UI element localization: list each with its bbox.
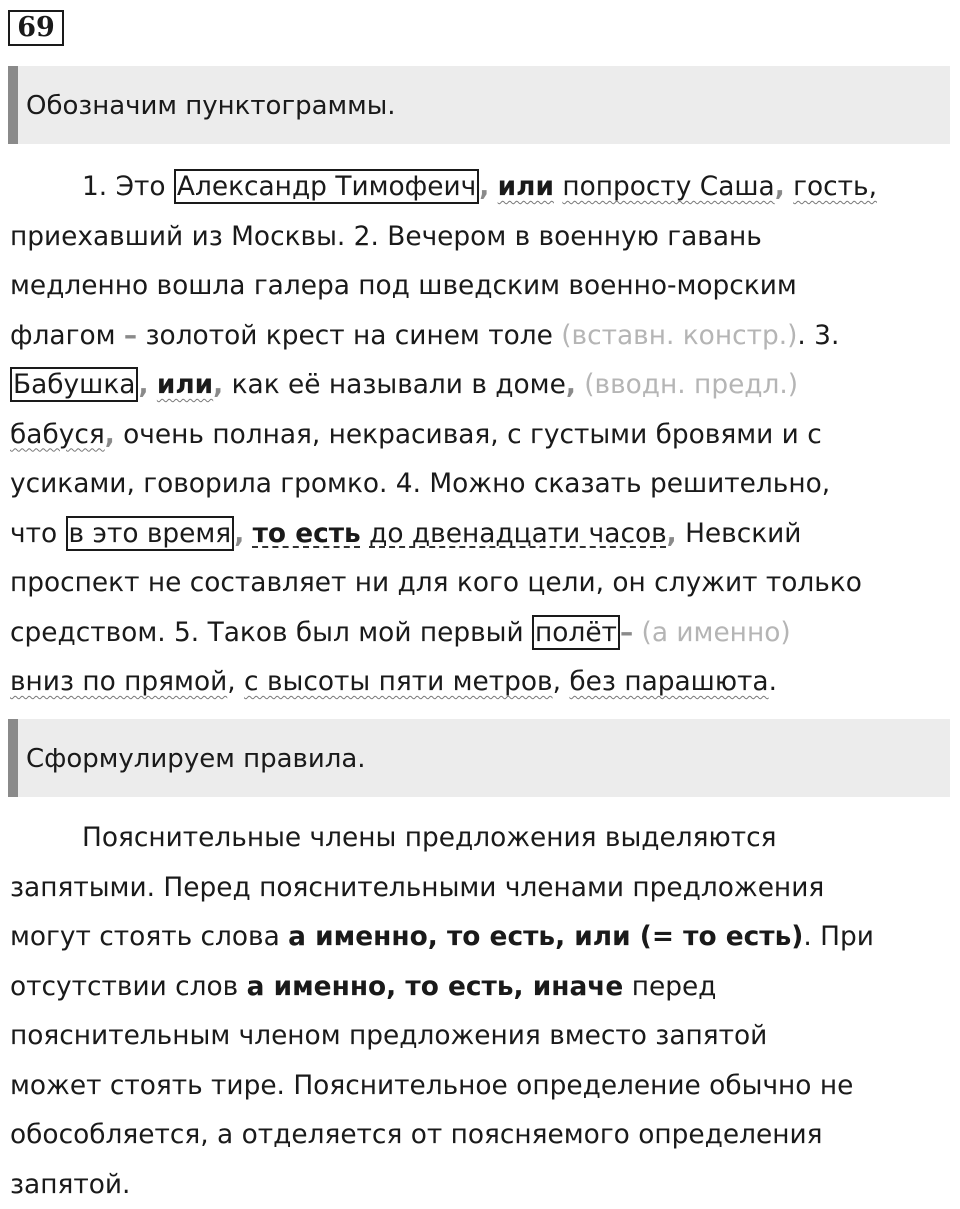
text-line: может стоять тире. Пояснительное определение обычно не: [10, 1061, 945, 1111]
section-heading-rules: Сформулируем правила.: [8, 719, 950, 797]
text-line: усиками, говорила громко. 4. Можно сказать решительно,: [10, 459, 945, 509]
underlined-word: без парашюта: [569, 666, 768, 697]
grammar-note: (вставн. констр.): [561, 320, 797, 351]
text-line: что в это время , то есть до двенадцати часов, Невский: [10, 509, 945, 559]
text-line: пояснительным членом предложения вместо запятой: [10, 1011, 945, 1061]
rule-text: [10, 813, 945, 1209]
underlined-word: с высоты пяти метров: [244, 666, 553, 697]
punctuation-mark: ,: [775, 171, 785, 202]
underlined-word: гость,: [793, 171, 877, 202]
conjunction-to-est: то есть: [253, 518, 361, 549]
punctuation-mark: ,: [213, 369, 223, 400]
text-line: могут стоять слова а именно, то есть, или (= то есть). При: [10, 912, 945, 962]
text-line: флагом – золотой крест на синем толе (вставн. констр.). 3.: [10, 311, 945, 361]
section-heading-punctograms: Обозначим пунктограммы.: [8, 66, 950, 144]
boxed-word: полёт: [532, 615, 620, 650]
text-line: бабуся, очень полная, некрасивая, с густыми бровями и с: [10, 410, 945, 460]
underlined-word: бабуся: [10, 419, 105, 450]
text-line: Пояснительные члены предложения выделяются: [10, 813, 945, 863]
text-line: приехавший из Москвы. 2. Вечером в военную гавань: [10, 212, 945, 262]
grammar-note: (а именно): [642, 617, 791, 648]
boxed-word: Александр Тимофеич: [174, 169, 479, 204]
punctuation-mark: ,: [138, 369, 148, 400]
dash-mark: –: [620, 617, 633, 648]
dash-mark: –: [124, 320, 137, 351]
conjunction-ili: или: [157, 369, 213, 400]
punctuation-mark: ,: [667, 518, 677, 549]
text-line: средством. 5. Таков был мой первый полёт – (а именно): [10, 608, 945, 658]
punctuation-mark: ,: [105, 419, 115, 450]
text-line: отсутствии слов а именно, то есть, иначе перед: [10, 962, 945, 1012]
exercise-text: [10, 162, 945, 707]
text-line: 1. Это Александр Тимофеич , или попросту Саша, гость,: [10, 162, 945, 212]
grammar-note: (вводн. предл.): [584, 369, 798, 400]
punctuation-mark: ,: [566, 369, 576, 400]
boxed-word: Бабушка: [10, 367, 138, 402]
conjunction-ili: или: [498, 171, 554, 202]
bold-keywords: а именно, то есть, или (= то есть): [288, 921, 803, 952]
text-line: Бабушка , или, как её называли в доме, (вводн. предл.): [10, 360, 945, 410]
underlined-word: до двенадцати часов: [369, 518, 667, 549]
text-line: проспект не составляет ни для кого цели, он служит только: [10, 558, 945, 608]
underlined-word: вниз по прямой: [10, 666, 227, 697]
boxed-word: в это время: [66, 516, 235, 551]
bold-keywords: а именно, то есть, иначе: [247, 971, 624, 1002]
exercise-number: 69: [8, 10, 64, 46]
text-line: обособляется, а отделяется от поясняемого определения: [10, 1110, 945, 1160]
text-line: вниз по прямой, с высоты пяти метров, без парашюта.: [10, 657, 945, 707]
punctuation-mark: ,: [479, 171, 489, 202]
punctuation-mark: ,: [234, 518, 244, 549]
text-line: запятыми. Перед пояснительными членами предложения: [10, 863, 945, 913]
underlined-word: попросту Саша: [562, 171, 774, 202]
text-line: запятой.: [10, 1160, 945, 1209]
text-line: медленно вошла галера под шведским военно-морским: [10, 261, 945, 311]
